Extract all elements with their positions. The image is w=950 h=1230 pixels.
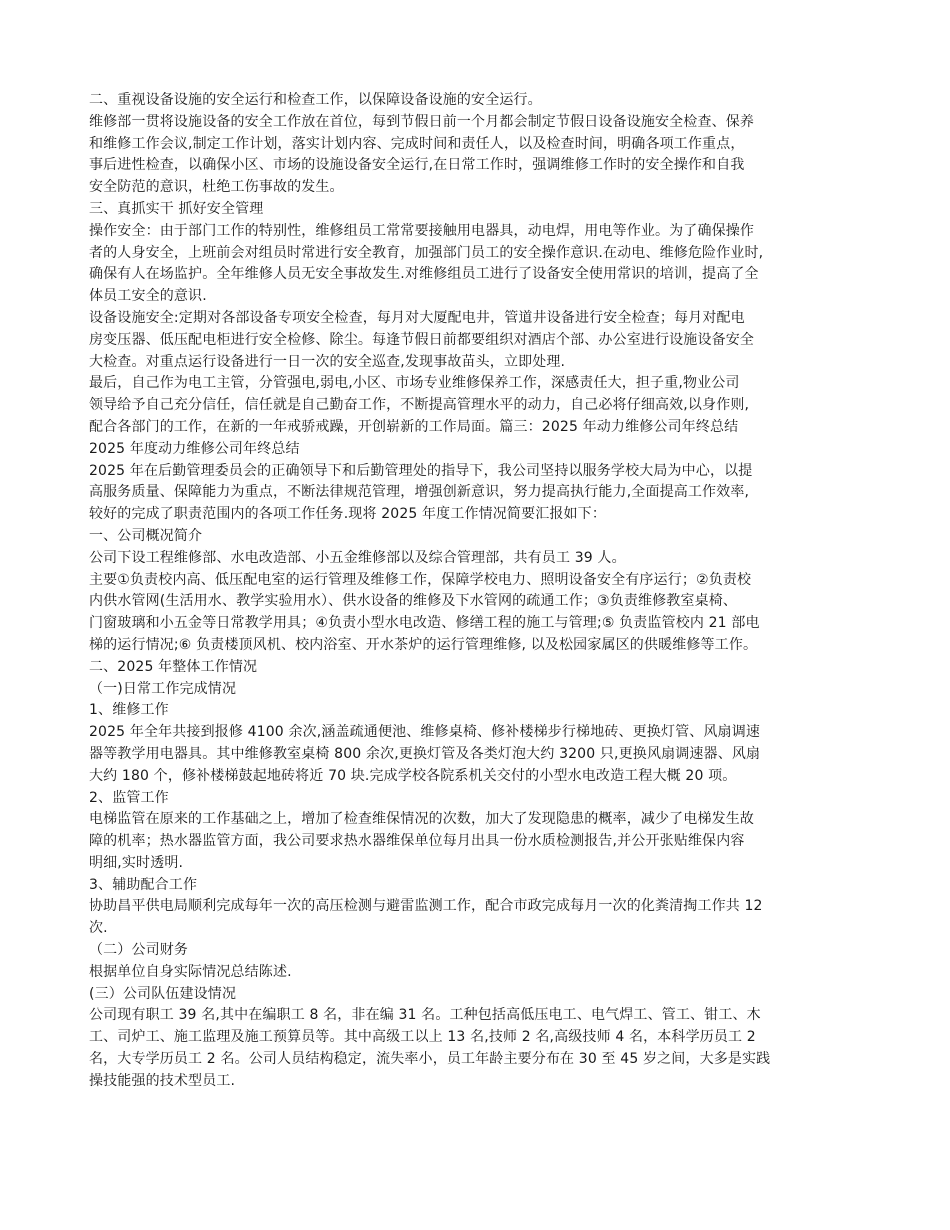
text-line: 协助昌平供电局顺利完成每年一次的高压检测与避雷监测工作，配合市政完成每月一次的化粪清掏工作共 12	[89, 898, 763, 915]
text-line: 安全防范的意识，杜绝工伤事故的发生。	[89, 179, 344, 196]
section-heading: 三、真抓实干 抓好安全管理	[89, 200, 264, 217]
text-line: 电梯监管在原来的工作基础之上，增加了检查维保情况的次数，加大了发现隐患的概率，减少了电梯发生故	[89, 811, 755, 828]
text-line: 最后，自己作为电工主管，分管强电,弱电,小区、市场专业维修保养工作，深感责任大，担子重,物业公司	[89, 375, 740, 392]
text-line: 操技能强的技术型员工.	[89, 1072, 236, 1089]
text-line: 2025 年在后勤管理委员会的正确领导下和后勤管理处的指导下，我公司坚持以服务学校大局为中心，以提	[89, 462, 753, 479]
text-line: 维修部一贯将设施设备的安全工作放在首位，每到节假日前一个月都会制定节假日设备设施安全检查、保养	[89, 113, 755, 130]
text-line: 次.	[89, 920, 108, 937]
text-line: 2025 年全年共接到报修 4100 余次,涵盖疏通便池、维修桌椅、修补楼梯步行梯地砖、更换灯管、风扇调速	[89, 724, 761, 741]
text-line: 事后进性检查，以确保小区、市场的设施设备安全运行,在日常工作时，强调维修工作时的安全操作和自我	[89, 157, 745, 174]
text-line: 房变压器、低压配电柜进行安全检修、除尘。每逢节假日前都要组织对酒店个部、办公室进行设施设备安全	[89, 331, 755, 348]
text-line: 工、司炉工、施工监理及施工预算员等。其中高级工以上 13 名,技师 2 名,高级技师 4 名，本科学历员工 2	[89, 1029, 756, 1046]
subsection-heading: （二）公司财务	[89, 942, 189, 959]
text-line: 器等教学用电器具。其中维修教室桌椅 800 余次,更换灯管及各类灯泡大约 3200 只,更换风扇调速器、风扇	[89, 745, 761, 762]
subsection-heading: 1、维修工作	[89, 702, 169, 719]
text-line: 领导给予自己充分信任，信任就是自己勤奋工作，不断提高管理水平的动力，自己必将仔细高效,以身作则,	[89, 397, 750, 414]
text-line: 门窗玻璃和小五金等日常教学用具；④负责小型水电改造、修缮工程的施工与管理;⑤ 负责监管校内 21 部电	[89, 615, 760, 632]
text-line: 根据单位自身实际情况总结陈述.	[89, 963, 292, 980]
text-line: 明细,实时透明.	[89, 854, 184, 871]
text-line: 体员工安全的意识.	[89, 288, 207, 305]
text-line: 配合各部门的工作，在新的一年戒骄戒躁，开创崭新的工作局面。篇三：2025 年动力维修公司年终总结	[89, 418, 739, 435]
subsection-heading: （一)日常工作完成情况	[89, 680, 237, 697]
text-line: 大约 180 个，修补楼梯鼓起地砖将近 70 块.完成学校各院系机关交付的小型水电改造工程大概 20 项。	[89, 767, 737, 784]
text-line: 名，大专学历员工 2 名。公司人员结构稳定，流失率小，员工年龄主要分布在 30 至 45 岁之间，大多是实践	[89, 1051, 771, 1068]
subsection-heading: (三）公司队伍建设情况	[89, 985, 237, 1002]
subsection-heading: 2、监管工作	[89, 789, 169, 806]
text-line: 内供水管网(生活用水、教学实验用水）、供水设备的维修及下水管网的疏通工作；③负责维修教室桌椅、	[89, 593, 738, 610]
text-line: 公司现有职工 39 名,其中在编职工 8 名，非在编 31 名。工种包括高低压电工、电气焊工、管工、钳工、木	[89, 1007, 761, 1024]
text-line: 者的人身安全，上班前会对组员时常进行安全教育，加强部门员工的安全操作意识.在动电、维修危险作业时,	[89, 244, 764, 261]
subsection-heading: 3、辅助配合工作	[89, 876, 198, 893]
text-line: 设备设施安全:定期对各部设备专项安全检查，每月对大厦配电井，管道井设备进行安全检查；每月对配电	[89, 309, 745, 326]
document-body	[89, 90, 861, 1093]
text-line: 大检查。对重点运行设备进行一日一次的安全巡查,发现事故苗头，立即处理.	[89, 353, 566, 370]
section-heading: 二、2025 年整体工作情况	[89, 658, 258, 675]
text-line: 障的机率；热水器监管方面，我公司要求热水器维保单位每月出具一份水质检测报告,并公开张贴维保内容	[89, 833, 745, 850]
text-line: 二、重视设备设施的安全运行和检查工作，以保障设备设施的安全运行。	[89, 92, 542, 108]
text-line: 高服务质量、保障能力为重点，不断法律规范管理，增强创新意识，努力提高执行能力,全面提高工作效率,	[89, 484, 750, 501]
text-line: 操作安全：由于部门工作的特别性，维修组员工常常要接触用电器具，动电焊，用电等作业。为了确保操作	[89, 222, 755, 239]
text-line: 公司下设工程维修部、水电改造部、小五金维修部以及综合管理部，共有员工 39 人。	[89, 549, 626, 566]
text-line: 确保有人在场监护。全年维修人员无安全事故发生.对维修组员工进行了设备安全使用常识的培训，提高了全	[89, 266, 759, 283]
section-heading: 一、公司概况简介	[89, 527, 203, 544]
text-line: 主要①负责校内高、低压配电室的运行管理及维修工作，保障学校电力、照明设备安全有序运行；②负责校	[89, 571, 752, 588]
text-line: 和维修工作会议,制定工作计划，落实计划内容、完成时间和责任人，以及检查时间，明确各项工作重点，	[89, 135, 745, 152]
document-title: 2025 年度动力维修公司年终总结	[89, 440, 300, 457]
text-line: 较好的完成了职责范围内的各项工作任务.现将 2025 年度工作情况简要汇报如下：	[89, 506, 606, 523]
text-line: 梯的运行情况;⑥ 负责楼顶风机、校内浴室、开水茶炉的运行管理维修, 以及松园家属区的供暖维修等工作。	[89, 636, 758, 653]
